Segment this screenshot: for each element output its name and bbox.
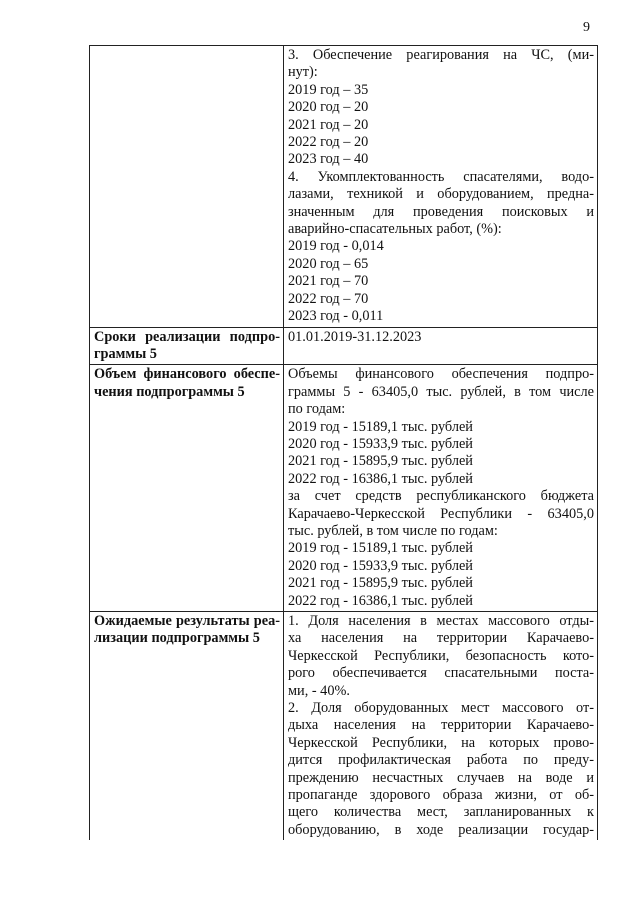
text-line: граммы 5 - 63405,0 тыс. рублей, в том числе <box>288 383 594 400</box>
page-number: 9 <box>583 20 590 35</box>
text-line: 2022 год - 16386,1 тыс. рублей <box>288 470 473 487</box>
passport-table <box>89 45 598 840</box>
text-line: 2022 год – 20 <box>288 134 369 151</box>
table-row-funding <box>90 365 598 612</box>
label-line: лизации подпрограммы 5 <box>94 630 260 647</box>
text-line: 4. Укомплектованность спасателями, водо- <box>288 168 594 185</box>
text-line: дится профилактическая работа по преду- <box>288 752 594 769</box>
text-line: 2019 год - 0,014 <box>288 238 384 255</box>
text-line: нут): <box>288 64 318 81</box>
text-line: 2. Доля оборудованных мест массового от- <box>288 700 594 717</box>
text-line: 2023 год – 40 <box>288 151 369 168</box>
label-line: Объем финансового обеспе- <box>94 366 280 383</box>
funding-content <box>284 365 598 612</box>
text-line: 2020 год – 20 <box>288 99 369 116</box>
label-line: Ожидаемые результаты реа- <box>94 613 280 629</box>
text-line: 2020 год – 65 <box>288 255 369 272</box>
text-line: 2021 год - 15895,9 тыс. рублей <box>288 453 473 470</box>
text-line: тыс. рублей, в том числе по годам: <box>288 522 498 539</box>
text-line: 2019 год – 35 <box>288 81 369 98</box>
text-line: Черкесской Республики, безопасность кото- <box>288 647 594 664</box>
table-row-terms <box>90 327 598 365</box>
text-line: преждению несчастных случаев на воде и <box>288 769 594 786</box>
text-line: 2021 год – 70 <box>288 273 369 290</box>
text-line: 3. Обеспечение реагирования на ЧС, (ми- <box>288 47 594 63</box>
text-line: оборудованию, в ходе реализации государ- <box>288 821 594 838</box>
table-row-results <box>90 612 598 841</box>
row-label-results <box>90 612 284 841</box>
text-line: 2022 год - 16386,1 тыс. рублей <box>288 592 473 609</box>
text-line: 1. Доля населения в местах массового отды- <box>288 613 594 629</box>
text-line: рого обеспечивается спасательными поста- <box>288 665 594 682</box>
label-line: чения подпрограммы 5 <box>94 383 245 400</box>
text-line: аварийно-спасательных работ, (%): <box>288 221 502 238</box>
text-line: значенным для проведения поисковых и <box>288 203 594 220</box>
text-line: лазами, техникой и оборудованием, предна- <box>288 186 594 203</box>
text-line: щего количества мест, запланированных к <box>288 804 594 821</box>
text-line: 2020 год - 15933,9 тыс. рублей <box>288 557 473 574</box>
text-line: 2021 год – 20 <box>288 116 369 133</box>
text-line: дыха населения на территории Карачаево- <box>288 717 594 734</box>
row-label-empty <box>90 46 284 328</box>
table-row-indicators <box>90 46 598 328</box>
results-content <box>284 612 598 841</box>
text-line: Объемы финансового обеспечения подпро- <box>288 366 594 383</box>
text-line: ха населения на территории Карачаево- <box>288 630 594 647</box>
text-line: 01.01.2019-31.12.2023 <box>288 328 422 345</box>
text-line: 2020 год - 15933,9 тыс. рублей <box>288 435 473 452</box>
terms-content <box>284 327 598 365</box>
text-line: 2022 год – 70 <box>288 290 369 307</box>
text-line: Черкесской Республики, на которых прово- <box>288 734 594 751</box>
label-line: граммы 5 <box>94 345 157 362</box>
text-line: пропаганде здорового образа жизни, от об- <box>288 787 594 804</box>
text-line: ми, - 40%. <box>288 682 350 699</box>
row-label-terms <box>90 327 284 365</box>
text-line: Карачаево-Черкесской Республики - 63405,0 <box>288 505 594 522</box>
text-line: 2019 год - 15189,1 тыс. рублей <box>288 418 473 435</box>
label-line: Сроки реализации подпро- <box>94 328 280 345</box>
text-line: за счет средств республиканского бюджета <box>288 488 594 505</box>
text-line: 2021 год - 15895,9 тыс. рублей <box>288 575 473 592</box>
text-line: по годам: <box>288 401 346 418</box>
text-line: 2019 год - 15189,1 тыс. рублей <box>288 540 473 557</box>
text-line: 2023 год - 0,011 <box>288 308 384 325</box>
row-label-funding <box>90 365 284 612</box>
indicators-content <box>284 46 598 328</box>
